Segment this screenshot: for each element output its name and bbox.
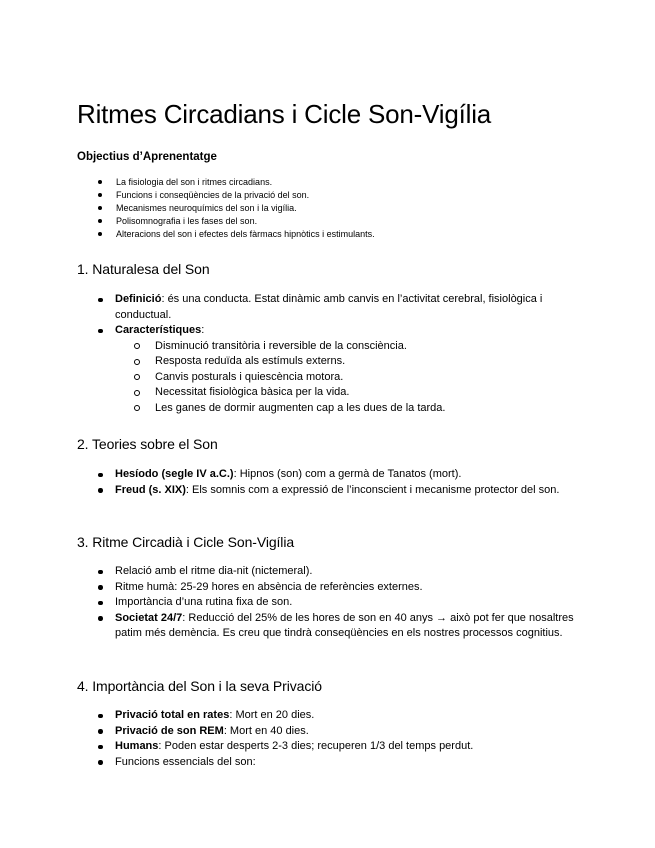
- section-2-heading: 2. Teories sobre el Son: [77, 436, 218, 452]
- item-label: Freud (s. XIX): [115, 483, 186, 496]
- item-text: : Hipnos (son) com a germà de Tanatos (mort).: [233, 468, 462, 480]
- section-1-heading: 1. Naturalesa del Son: [77, 261, 210, 277]
- list-item-society: [98, 611, 598, 642]
- sublist-item: Les ganes de dormir augmenten cap a les dues de la tarda.: [133, 401, 598, 417]
- item-label: Privació total en rates: [115, 709, 230, 721]
- item-text: : Els somnis com a expressió de l’inconscient i mecanisme protector del son.: [185, 483, 560, 496]
- list-item-definition: [98, 292, 598, 323]
- objective-item: Funcions i conseqüències de la privació del son.: [98, 189, 375, 202]
- section-3-list: [98, 564, 598, 642]
- page-title: Ritmes Circadians i Cicle Son-Vigília: [77, 99, 492, 129]
- section-1-list: [98, 292, 598, 416]
- item-label: Hesíodo (segle IV a.C.): [115, 468, 234, 480]
- definition-label: Definició: [115, 293, 162, 305]
- definition-text: : és una conducta. Estat dinàmic amb canvis en l’activitat cerebral, fisiològica i conductual.: [115, 293, 543, 321]
- objectives-list: [98, 176, 375, 241]
- objective-item: Mecanismes neuroquímics del son i la vigília.: [98, 202, 375, 215]
- list-item: Importància d’una rutina fixa de son.: [98, 595, 598, 611]
- item-label: Humans: [115, 740, 159, 752]
- section-2-list: [98, 467, 598, 498]
- section-3-heading: 3. Ritme Circadià i Cicle Son-Vigília: [77, 534, 295, 550]
- characteristics-colon: :: [201, 324, 205, 336]
- sublist-item: Canvis posturals i quiescència motora.: [133, 370, 598, 386]
- characteristics-label: Característiques: [115, 324, 202, 336]
- section-4-heading: 4. Importància del Son i la seva Privació: [77, 678, 322, 694]
- item-label: Privació de son REM: [115, 724, 224, 737]
- item-text: : Mort en 20 dies.: [229, 709, 315, 721]
- list-item: [98, 467, 598, 483]
- objective-item: La fisiologia del son i ritmes circadians.: [98, 176, 375, 189]
- society-text: : Reducció del 25% de les hores de son en 40 anys → això pot fer que nosaltres patim més demència. Es creu que tindrà conseqüències en els nostres processos cognitius.: [115, 611, 574, 639]
- list-item: [98, 739, 598, 755]
- society-label: Societat 24/7: [115, 611, 183, 624]
- item-text: : Mort en 40 dies.: [223, 724, 309, 737]
- sublist-item: Disminució transitòria i reversible de la consciència.: [133, 339, 598, 355]
- section-4-list: [98, 708, 598, 770]
- list-item: Ritme humà: 25-29 hores en absència de referències externes.: [98, 580, 598, 596]
- objectives-heading: Objectius d’Aprenentatge: [77, 151, 217, 163]
- list-item: Funcions essencials del son:: [98, 755, 598, 771]
- item-text: : Poden estar desperts 2-3 dies; recuperen 1/3 del temps perdut.: [158, 740, 474, 752]
- list-item: [98, 724, 598, 740]
- list-item: Relació amb el ritme dia-nit (nictemeral).: [98, 564, 598, 580]
- objective-item: Polisomnografia i les fases del son.: [98, 215, 375, 228]
- sublist-item: Necessitat fisiològica bàsica per la vida.: [133, 385, 598, 401]
- list-item: [98, 483, 598, 499]
- list-item-characteristics: [98, 323, 598, 416]
- characteristics-sublist: [115, 339, 598, 417]
- sublist-item: Resposta reduïda als estímuls externs.: [133, 354, 598, 370]
- list-item: [98, 708, 598, 724]
- objective-item: Alteracions del son i efectes dels fàrmacs hipnòtics i estimulants.: [98, 228, 375, 241]
